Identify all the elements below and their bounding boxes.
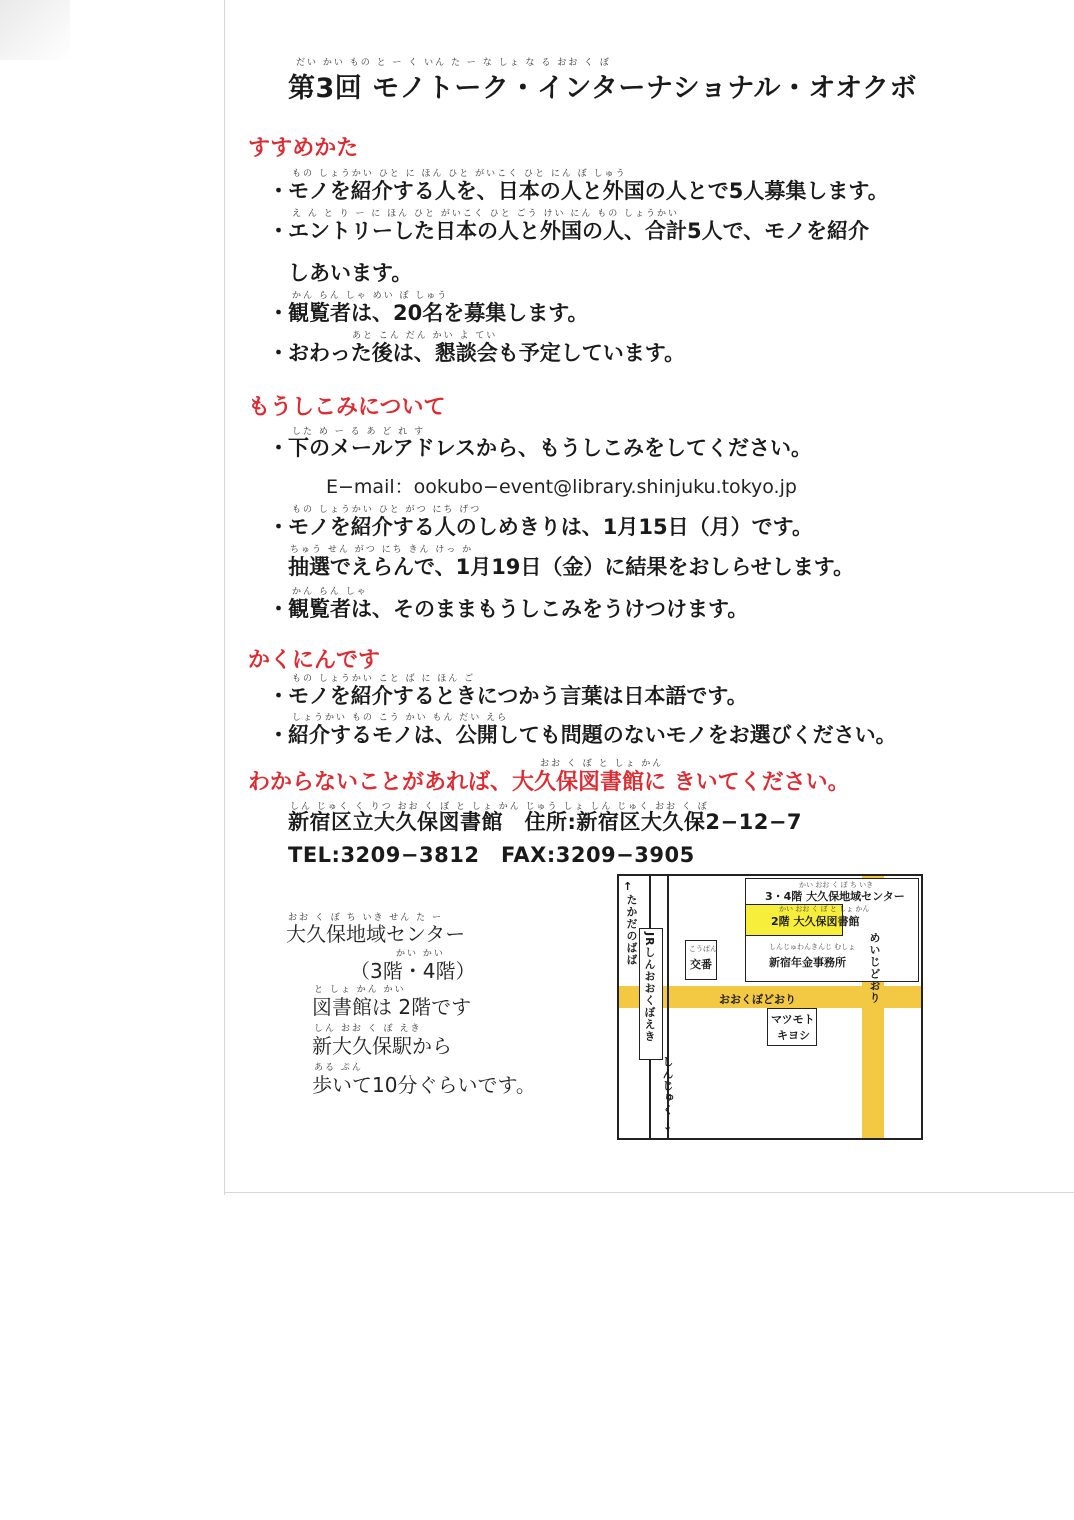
directions-ruby: おお く ぼ ち いき せん た ー bbox=[288, 913, 444, 923]
center-ruby: かい おお く ぼ ち いき bbox=[799, 881, 874, 889]
scan-shadow bbox=[0, 0, 70, 60]
how-item-2-cont: しあいます。 bbox=[288, 261, 413, 285]
jr-station-label: JRしんおおくぼえき bbox=[643, 932, 656, 1043]
apply-item-1: ・下のメールアドレスから、もうしこみをしてください。 bbox=[268, 436, 812, 460]
item-ruby: しょうかい もの こう かい もん だい えら bbox=[292, 713, 509, 723]
directions-ruby: と しょ かん かい bbox=[314, 985, 406, 995]
library-ruby: かい おお く ぼ と しょ かん bbox=[779, 905, 870, 913]
item-ruby: もの しょうかい ひと がつ にち げつ bbox=[292, 505, 482, 515]
sheet-edge-bottom bbox=[224, 1192, 1074, 1193]
access-map bbox=[617, 874, 923, 1140]
shinjuku-label: しんじゅく bbox=[661, 1056, 674, 1116]
question-ruby: おお く ぼ と しょ かん bbox=[540, 759, 664, 769]
takadanobaba-label: たかだのばば bbox=[625, 894, 638, 966]
koban-ruby: こうばん bbox=[689, 945, 717, 953]
directions-line-5: 歩いて10分ぐらいです。 bbox=[312, 1073, 536, 1097]
confirm-item-2: ・紹介するモノは、公開しても問題のないモノをお選びください。 bbox=[268, 723, 897, 747]
section-heading-how: すすめかた bbox=[248, 136, 359, 161]
item-ruby: かん らん しゃ めい ぼ しゅう bbox=[292, 291, 449, 301]
item-ruby: ちゅう せん がつ にち きん けっ か bbox=[290, 545, 474, 555]
apply-item-3-text: 観覧者は、そのままもうしこみをうけつけます。 bbox=[288, 597, 749, 621]
how-item-2: ・エントリーした日本の人と外国の人、合計5人で、モノを紹介 bbox=[268, 219, 869, 243]
how-item-3: ・観覧者は、20名を募集します。 bbox=[268, 301, 589, 325]
item-ruby: した め ー る あ ど れ す bbox=[292, 427, 426, 437]
matsumoto-label-2: キヨシ bbox=[777, 1029, 810, 1042]
confirm-item-1-text: モノを紹介するときにつかう言葉は日本語です。 bbox=[288, 684, 748, 708]
item-ruby: もの しょうかい こと ば に ほん ご bbox=[292, 674, 476, 684]
confirm-item-2-text: 紹介するモノは、公開しても問題のないモノをお選びください。 bbox=[288, 723, 897, 747]
item-ruby: え ん と り ー に ほん ひと がいこく ひと ごう けい にん もの しょうかい bbox=[292, 209, 680, 219]
apply-item-2-text: モノを紹介する人のしめきりは、1月15日（月）です。 bbox=[288, 515, 813, 539]
meiji-dori-label: めいじどおり bbox=[868, 932, 881, 1004]
how-item-4: ・おわった後は、懇談会も予定しています。 bbox=[268, 341, 686, 365]
library-address: 新宿区立大久保図書館 住所:新宿区大久保2−12−7 bbox=[288, 810, 803, 834]
section-heading-confirm: かくにんです bbox=[248, 648, 381, 673]
sheet-edge bbox=[224, 0, 225, 1195]
library-label: 2階 大久保図書館 bbox=[771, 915, 860, 928]
confirm-item-1: ・モノを紹介するときにつかう言葉は日本語です。 bbox=[268, 684, 748, 708]
directions-ruby: ある ぷん bbox=[314, 1063, 363, 1073]
page-title: 第3回 モノトーク・インターナショナル・オオクボ bbox=[288, 73, 918, 104]
section-heading-apply: もうしこみについて bbox=[248, 395, 446, 420]
item-ruby: かん らん しゃ bbox=[292, 587, 368, 597]
directions-ruby: しん おお く ぼ えき bbox=[314, 1024, 422, 1034]
address-ruby: しん じゅく く りつ おお く ぼ と しょ かん じゅう しょ しん じゅく おお く ぼ bbox=[290, 802, 709, 812]
okubo-dori-label: おおくぼどおり bbox=[719, 993, 796, 1006]
directions-line-4: 新大久保駅から bbox=[312, 1034, 452, 1058]
how-item-1-text: モノを紹介する人を、日本の人と外国の人とで5人募集します。 bbox=[288, 179, 889, 203]
directions-line-2: （3階・4階） bbox=[350, 959, 476, 983]
apply-item-2: ・モノを紹介する人のしめきりは、1月15日（月）です。 bbox=[268, 515, 813, 539]
pension-ruby: しんじゅわんきんじ むしょ bbox=[769, 943, 856, 951]
directions-line-3: 図書館は 2階です bbox=[312, 995, 472, 1019]
apply-item-1-text: 下のメールアドレスから、もうしこみをしてください。 bbox=[288, 436, 812, 460]
pension-office-label: 新宿年金事務所 bbox=[769, 956, 846, 969]
directions-line-1: 大久保地域センター bbox=[286, 922, 466, 946]
contact-question: わからないことがあれば、大久保図書館に きいてください。 bbox=[248, 770, 850, 795]
how-item-4-text: おわった後は、懇談会も予定しています。 bbox=[288, 341, 686, 365]
item-ruby: もの しょうかい ひと に ほん ひと がいこく ひと にん ぼ しゅう bbox=[292, 169, 627, 179]
matsumoto-label-1: マツモト bbox=[771, 1013, 815, 1026]
library-phone: TEL:3209−3812 FAX:3209−3905 bbox=[288, 843, 695, 867]
how-item-2-text: エントリーした日本の人と外国の人、合計5人で、モノを紹介 bbox=[288, 219, 869, 243]
arrow-up-icon: ↑ bbox=[623, 880, 633, 893]
apply-item-3: ・観覧者は、そのままもうしこみをうけつけます。 bbox=[268, 597, 749, 621]
apply-item-2-cont: 抽選でえらんで、1月19日（金）に結果をおしらせします。 bbox=[288, 555, 855, 579]
arrow-down-icon: ↓ bbox=[663, 1120, 673, 1133]
directions-ruby: かい かい bbox=[396, 949, 445, 959]
email-address[interactable]: E−mail：ookubo−event@library.shinjuku.tokyo.jp bbox=[326, 476, 797, 498]
how-item-3-text: 観覧者は、20名を募集します。 bbox=[288, 301, 589, 325]
how-item-1: ・モノを紹介する人を、日本の人と外国の人とで5人募集します。 bbox=[268, 179, 889, 203]
item-ruby: あと こん だん かい よ てい bbox=[352, 331, 498, 341]
koban-label: 交番 bbox=[690, 958, 712, 971]
okubo-center-label: 3・4階 大久保地域センター bbox=[765, 890, 905, 903]
title-ruby: だい かい もの と ー く いん た ー な しょ な る おお く ぼ bbox=[296, 58, 611, 68]
